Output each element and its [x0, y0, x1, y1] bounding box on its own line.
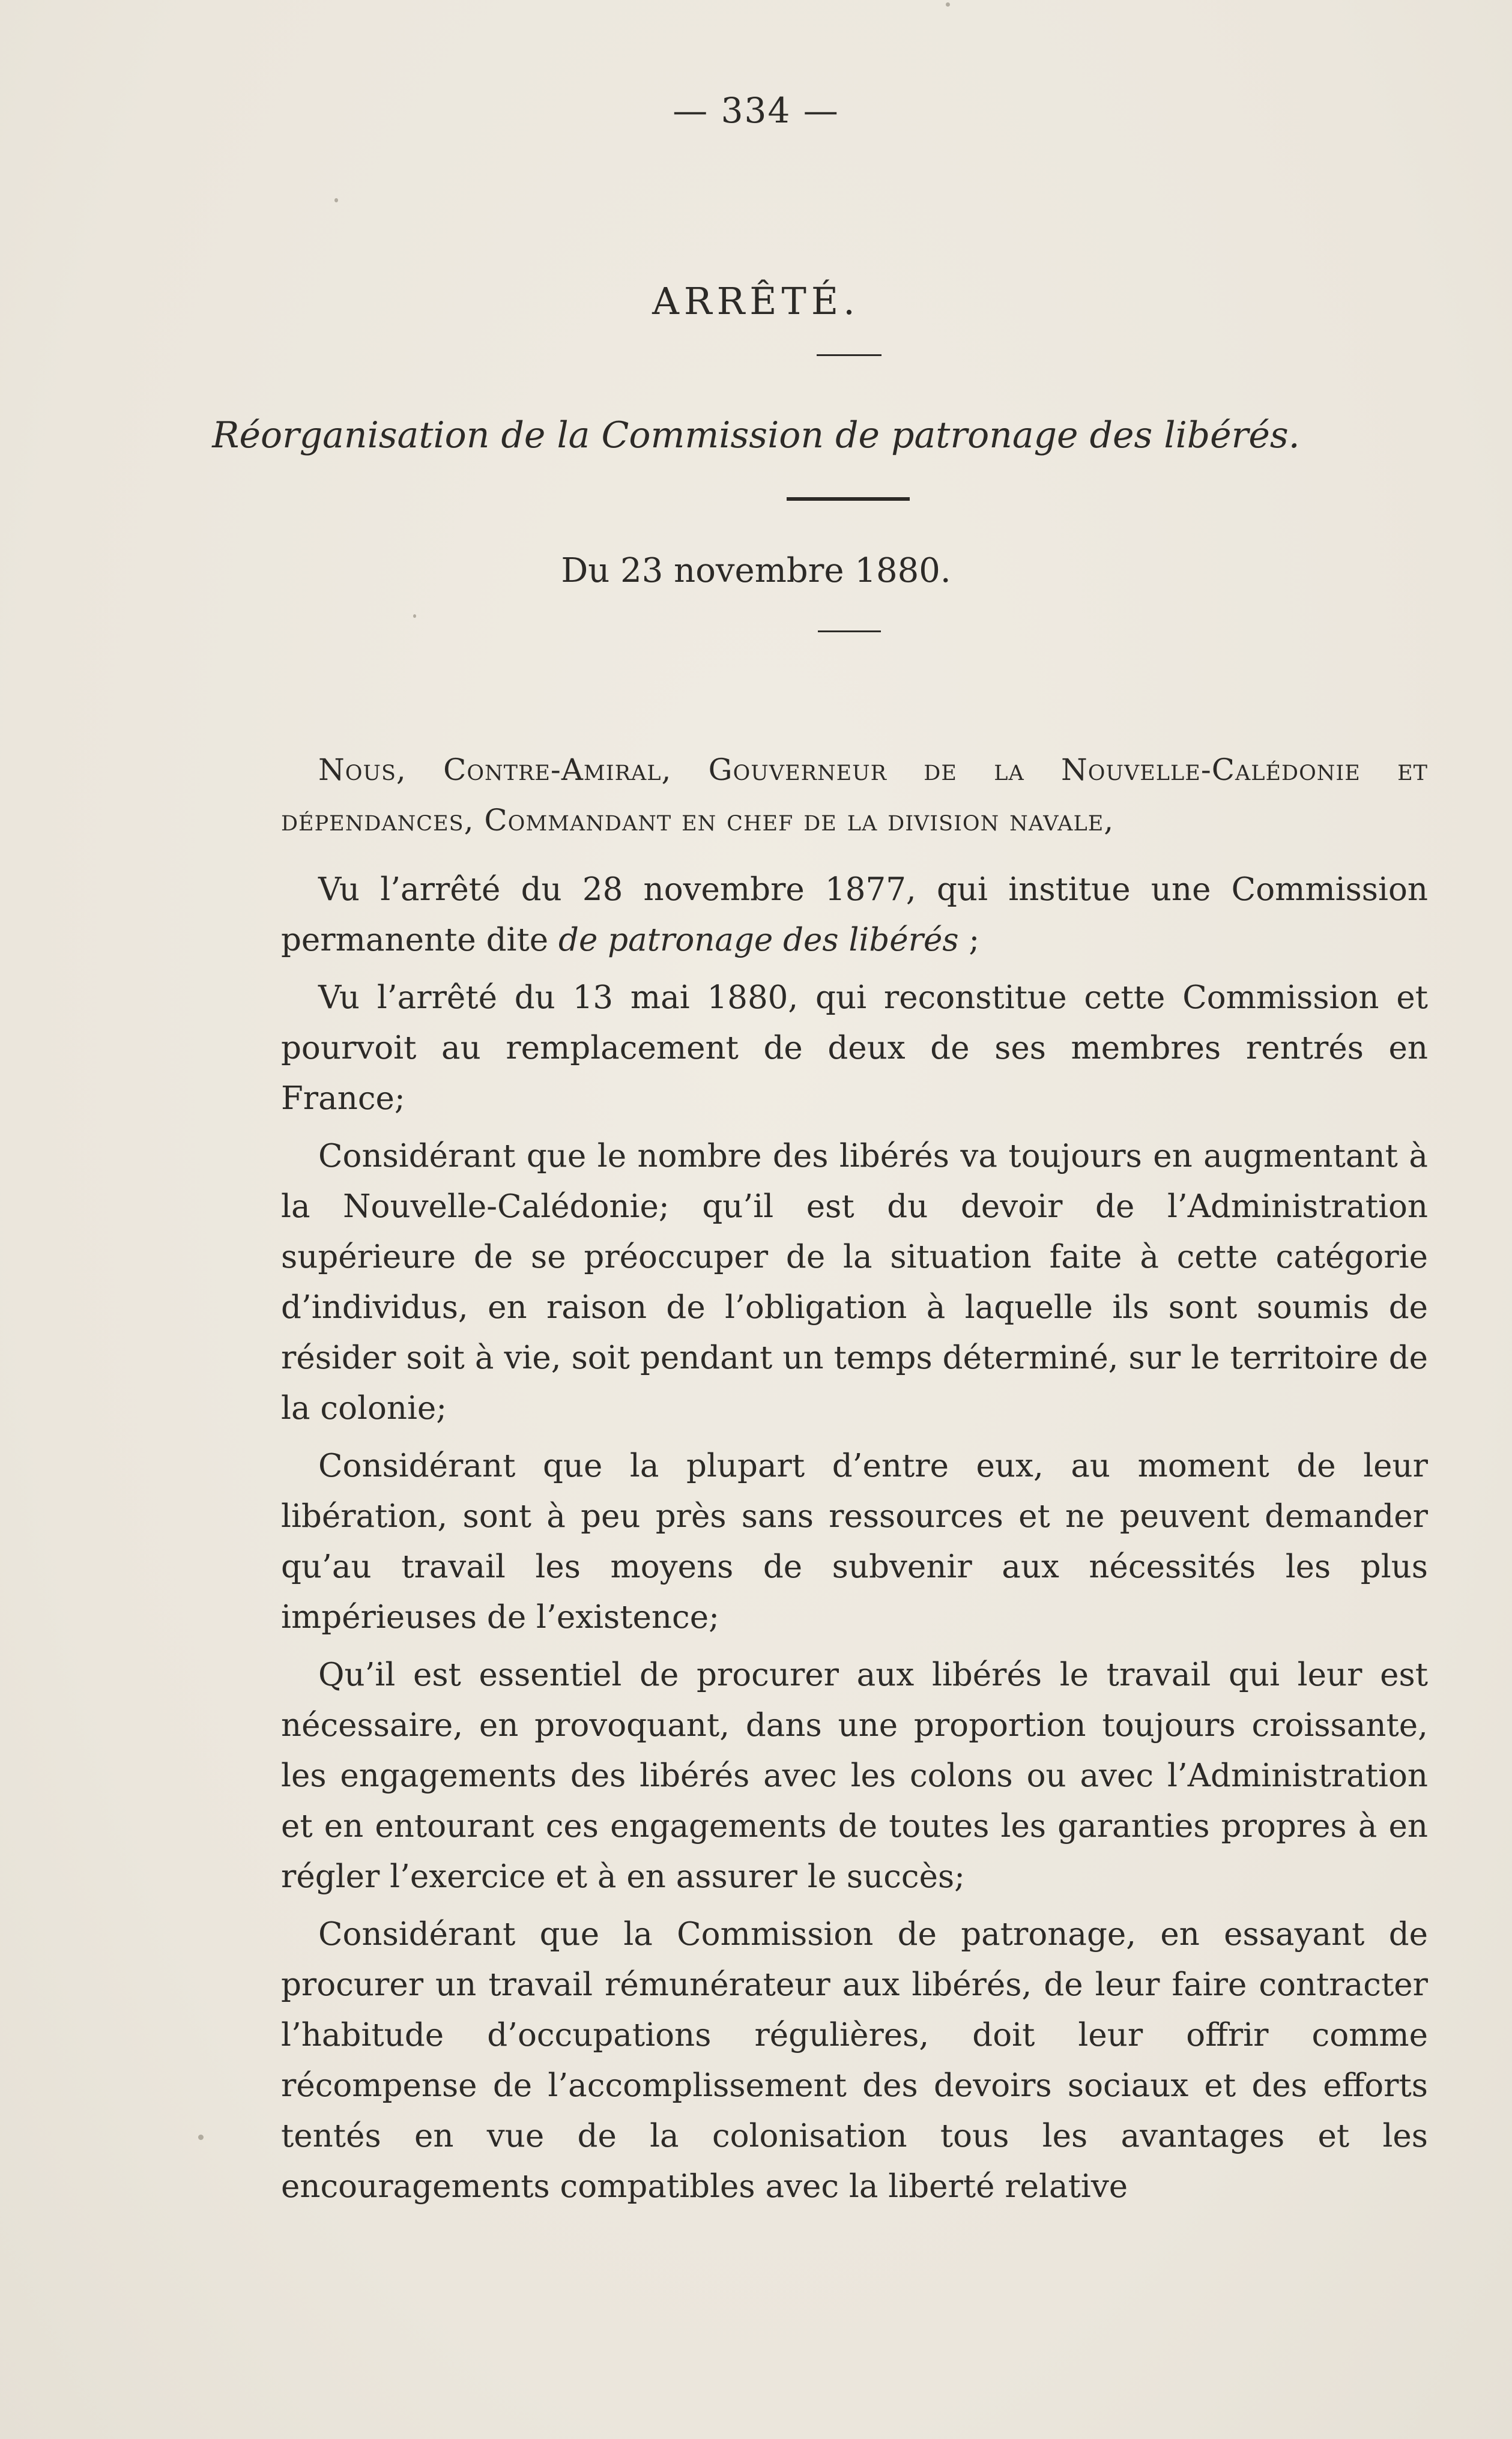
- separator-rule: [817, 354, 881, 356]
- separator-rule: [818, 630, 881, 632]
- document-heading: ARRÊTÉ.: [652, 279, 860, 323]
- paragraph-1: [281, 865, 1428, 966]
- paragraph-1-text: Vu l’arrêté du 28 novembre 1877, qui institue une Commission permanente dite: [281, 871, 1428, 958]
- paragraph-5: Qu’il est essentiel de procurer aux libérés le travail qui leur est nécessaire, en provoquant, dans une proportion toujours croissante, les engagements des libérés avec les colons ou avec l’Administration et en entourant ces engagements de toutes les garanties propres à en régler l’exercice et à en assurer le succès;: [281, 1657, 1428, 1895]
- preamble-text: Nous, Contre-Amiral, Gouverneur de la Nouvelle-Calédonie et dépendances, Commandant en chef de la division navale,: [281, 752, 1428, 838]
- paper-speck: [198, 2135, 204, 2140]
- preamble-block: [281, 745, 1428, 845]
- paper-speck: [946, 2, 950, 7]
- paper-speck: [334, 198, 338, 202]
- paragraph-1-italic: de patronage des libérés: [558, 922, 959, 958]
- page-number: — 334 —: [673, 90, 839, 131]
- paragraph-2: Vu l’arrêté du 13 mai 1880, qui reconstitue cette Commission et pourvoit au remplacement de deux de ses membres rentrés en France;: [281, 979, 1428, 1117]
- body-text: [281, 865, 1428, 2212]
- paragraph-1-end: ;: [958, 922, 980, 958]
- separator-rule-thick: [787, 497, 910, 501]
- paper-speck: [413, 614, 416, 618]
- paragraph-6: Considérant que la Commission de patronage, en essayant de procurer un travail rémunérateur aux libérés, de leur faire contracter l’habitude d’occupations régulières, doit leur offrir comme récompense de l’accomplissement des devoirs sociaux et des efforts tentés en vue de la colonisation tous les avantages et les encouragements compatibles avec la liberté relative: [281, 1916, 1428, 2205]
- document-subtitle: Réorganisation de la Commission de patronage des libérés.: [212, 414, 1300, 456]
- paragraph-3: Considérant que le nombre des libérés va toujours en augmentant à la Nouvelle-Calédonie; qu’il est du devoir de l’Administration supérieure de se préoccuper de la situation faite à cette catégorie d’individus, en raison de l’obligation à laquelle ils sont soumis de résider soit à vie, soit pendant un temps déterminé, sur le territoire de la colonie;: [281, 1138, 1428, 1427]
- document-date: Du 23 novembre 1880.: [561, 551, 951, 590]
- paragraph-4: Considérant que la plupart d’entre eux, au moment de leur libération, sont à peu près sans ressources et ne peuvent demander qu’au travail les moyens de subvenir aux nécessités les plus impérieuses de l’existence;: [281, 1448, 1428, 1636]
